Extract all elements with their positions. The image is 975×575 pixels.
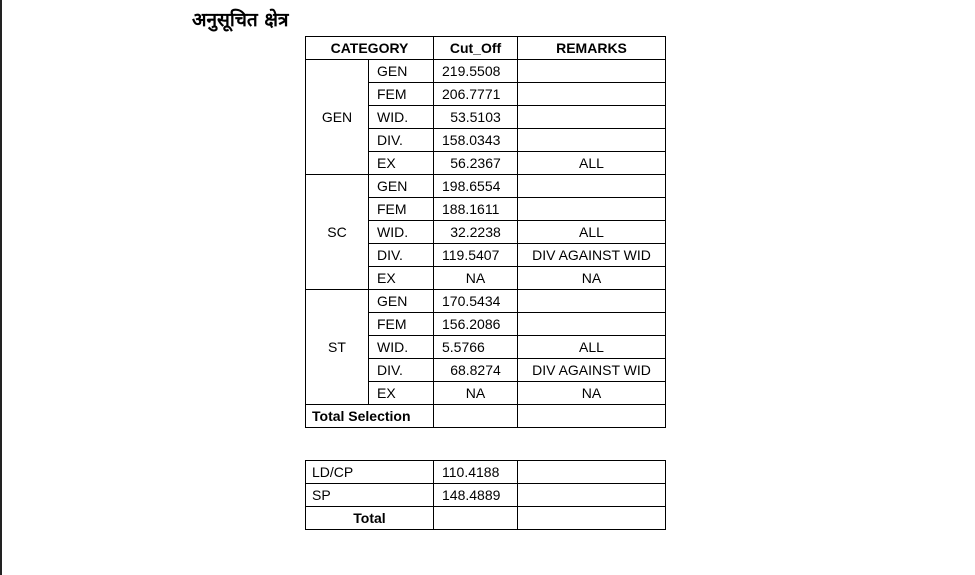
subcategory-cell: EX	[369, 152, 434, 175]
cutoff-cell: 56.2367	[434, 152, 518, 175]
subcategory-cell: DIV.	[369, 244, 434, 267]
subcategory-cell: EX	[369, 382, 434, 405]
remarks-cell: NA	[518, 267, 666, 290]
subcategory-cell: GEN	[369, 175, 434, 198]
subcategory-cell: WID.	[369, 106, 434, 129]
total-selection-row	[306, 405, 666, 428]
cutoff-cell: NA	[434, 382, 518, 405]
header-remarks: REMARKS	[518, 37, 666, 60]
cutoff-cell: 68.8274	[434, 359, 518, 382]
table-row	[306, 290, 666, 313]
remarks-cell	[518, 106, 666, 129]
subcategory-cell: FEM	[369, 313, 434, 336]
extra-table	[305, 460, 666, 530]
cutoff-cell: 158.0343	[434, 129, 518, 152]
remarks-cell: DIV AGAINST WID	[518, 359, 666, 382]
extra-cutoff-cell: 110.4188	[434, 461, 518, 484]
cutoff-cell: 156.2086	[434, 313, 518, 336]
page-heading: अनुसूचित क्षेत्र	[192, 9, 289, 31]
extra-table-body	[306, 461, 666, 507]
header-cutoff: Cut_Off	[434, 37, 518, 60]
total-selection-remarks	[518, 405, 666, 428]
page-left-border	[0, 0, 2, 575]
cutoff-table-body	[306, 60, 666, 405]
extra-remarks-cell	[518, 461, 666, 484]
cutoff-cell: 206.7771	[434, 83, 518, 106]
subcategory-cell: WID.	[369, 336, 434, 359]
extra-remarks-cell	[518, 484, 666, 507]
total-label: Total	[306, 507, 434, 530]
remarks-cell	[518, 60, 666, 83]
table-row	[306, 175, 666, 198]
remarks-cell: ALL	[518, 336, 666, 359]
remarks-cell	[518, 175, 666, 198]
total-row	[306, 507, 666, 530]
extra-row	[306, 461, 666, 484]
category-group-label: GEN	[306, 60, 369, 175]
table-row	[306, 60, 666, 83]
cutoff-cell: 198.6554	[434, 175, 518, 198]
subcategory-cell: FEM	[369, 83, 434, 106]
extra-label-cell: SP	[306, 484, 434, 507]
remarks-cell: NA	[518, 382, 666, 405]
remarks-cell: ALL	[518, 221, 666, 244]
remarks-cell: ALL	[518, 152, 666, 175]
category-group-label: SC	[306, 175, 369, 290]
table-header-row	[306, 37, 666, 60]
subcategory-cell: GEN	[369, 60, 434, 83]
subcategory-cell: WID.	[369, 221, 434, 244]
subcategory-cell: EX	[369, 267, 434, 290]
cutoff-cell: NA	[434, 267, 518, 290]
subcategory-cell: FEM	[369, 198, 434, 221]
remarks-cell	[518, 198, 666, 221]
extra-cutoff-cell: 148.4889	[434, 484, 518, 507]
total-cutoff	[434, 507, 518, 530]
subcategory-cell: GEN	[369, 290, 434, 313]
cutoff-cell: 170.5434	[434, 290, 518, 313]
total-remarks	[518, 507, 666, 530]
remarks-cell: DIV AGAINST WID	[518, 244, 666, 267]
page-right-margin	[963, 0, 975, 575]
remarks-cell	[518, 313, 666, 336]
remarks-cell	[518, 290, 666, 313]
subcategory-cell: DIV.	[369, 129, 434, 152]
cutoff-cell: 188.1611	[434, 198, 518, 221]
header-category: CATEGORY	[306, 37, 434, 60]
remarks-cell	[518, 129, 666, 152]
cutoff-cell: 119.5407	[434, 244, 518, 267]
cutoff-cell: 32.2238	[434, 221, 518, 244]
cutoff-cell: 5.5766	[434, 336, 518, 359]
category-group-label: ST	[306, 290, 369, 405]
subcategory-cell: DIV.	[369, 359, 434, 382]
extra-row	[306, 484, 666, 507]
cutoff-cell: 53.5103	[434, 106, 518, 129]
cutoff-cell: 219.5508	[434, 60, 518, 83]
total-selection-cutoff	[434, 405, 518, 428]
remarks-cell	[518, 83, 666, 106]
cutoff-table	[305, 36, 666, 428]
extra-label-cell: LD/CP	[306, 461, 434, 484]
total-selection-label: Total Selection	[306, 405, 434, 428]
